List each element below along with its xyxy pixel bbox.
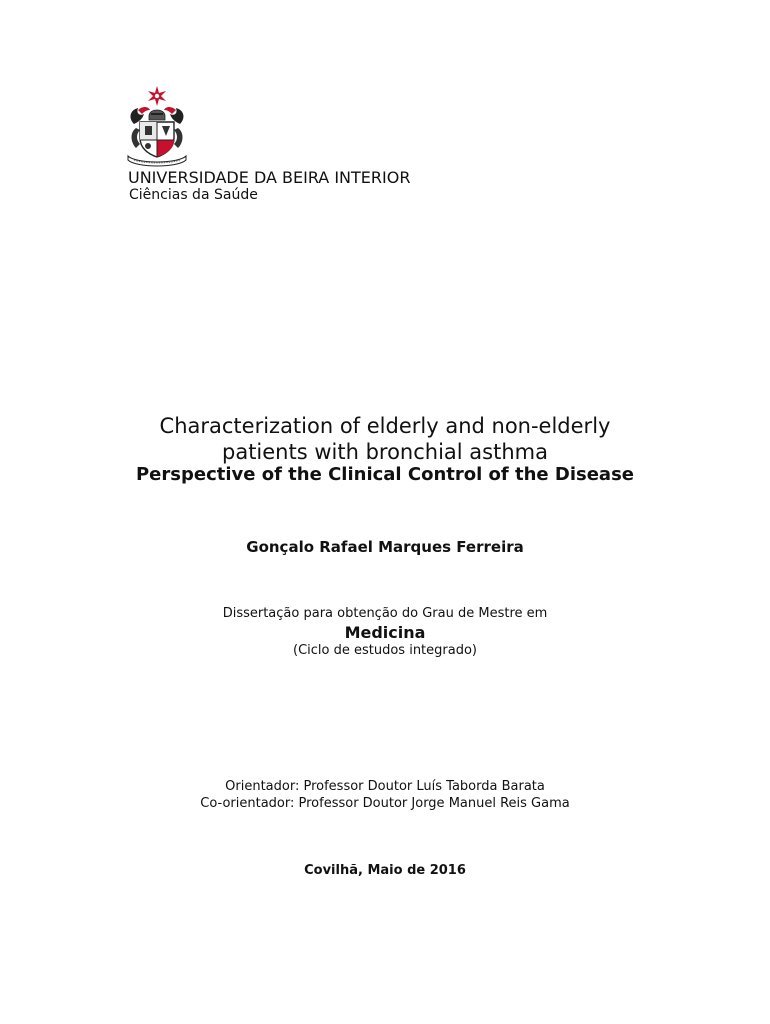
- title-line-2: patients with bronchial asthma: [222, 440, 548, 464]
- degree-intro: Dissertação para obtenção do Grau de Mestre em: [222, 606, 548, 621]
- degree-cycle: (Ciclo de estudos integrado): [293, 643, 477, 658]
- faculty-name: Ciências da Saúde: [129, 187, 258, 203]
- star-icon: [148, 86, 166, 106]
- title-line-1: Characterization of elderly and non-elderly: [159, 414, 611, 438]
- place-and-date: Covilhã, Maio de 2016: [304, 863, 466, 878]
- co-supervisor: Co-orientador: Professor Doutor Jorge Manuel Reis Gama: [200, 796, 570, 811]
- university-coat-of-arms-icon: [124, 84, 190, 168]
- subtitle: Perspective of the Clinical Control of the Disease: [135, 464, 634, 485]
- supervisor: Orientador: Professor Doutor Luís Taborda Barata: [225, 779, 545, 794]
- degree-name: Medicina: [344, 623, 426, 642]
- university-name: UNIVERSIDADE DA BEIRA INTERIOR: [128, 168, 411, 187]
- author-name: Gonçalo Rafael Marques Ferreira: [246, 538, 524, 556]
